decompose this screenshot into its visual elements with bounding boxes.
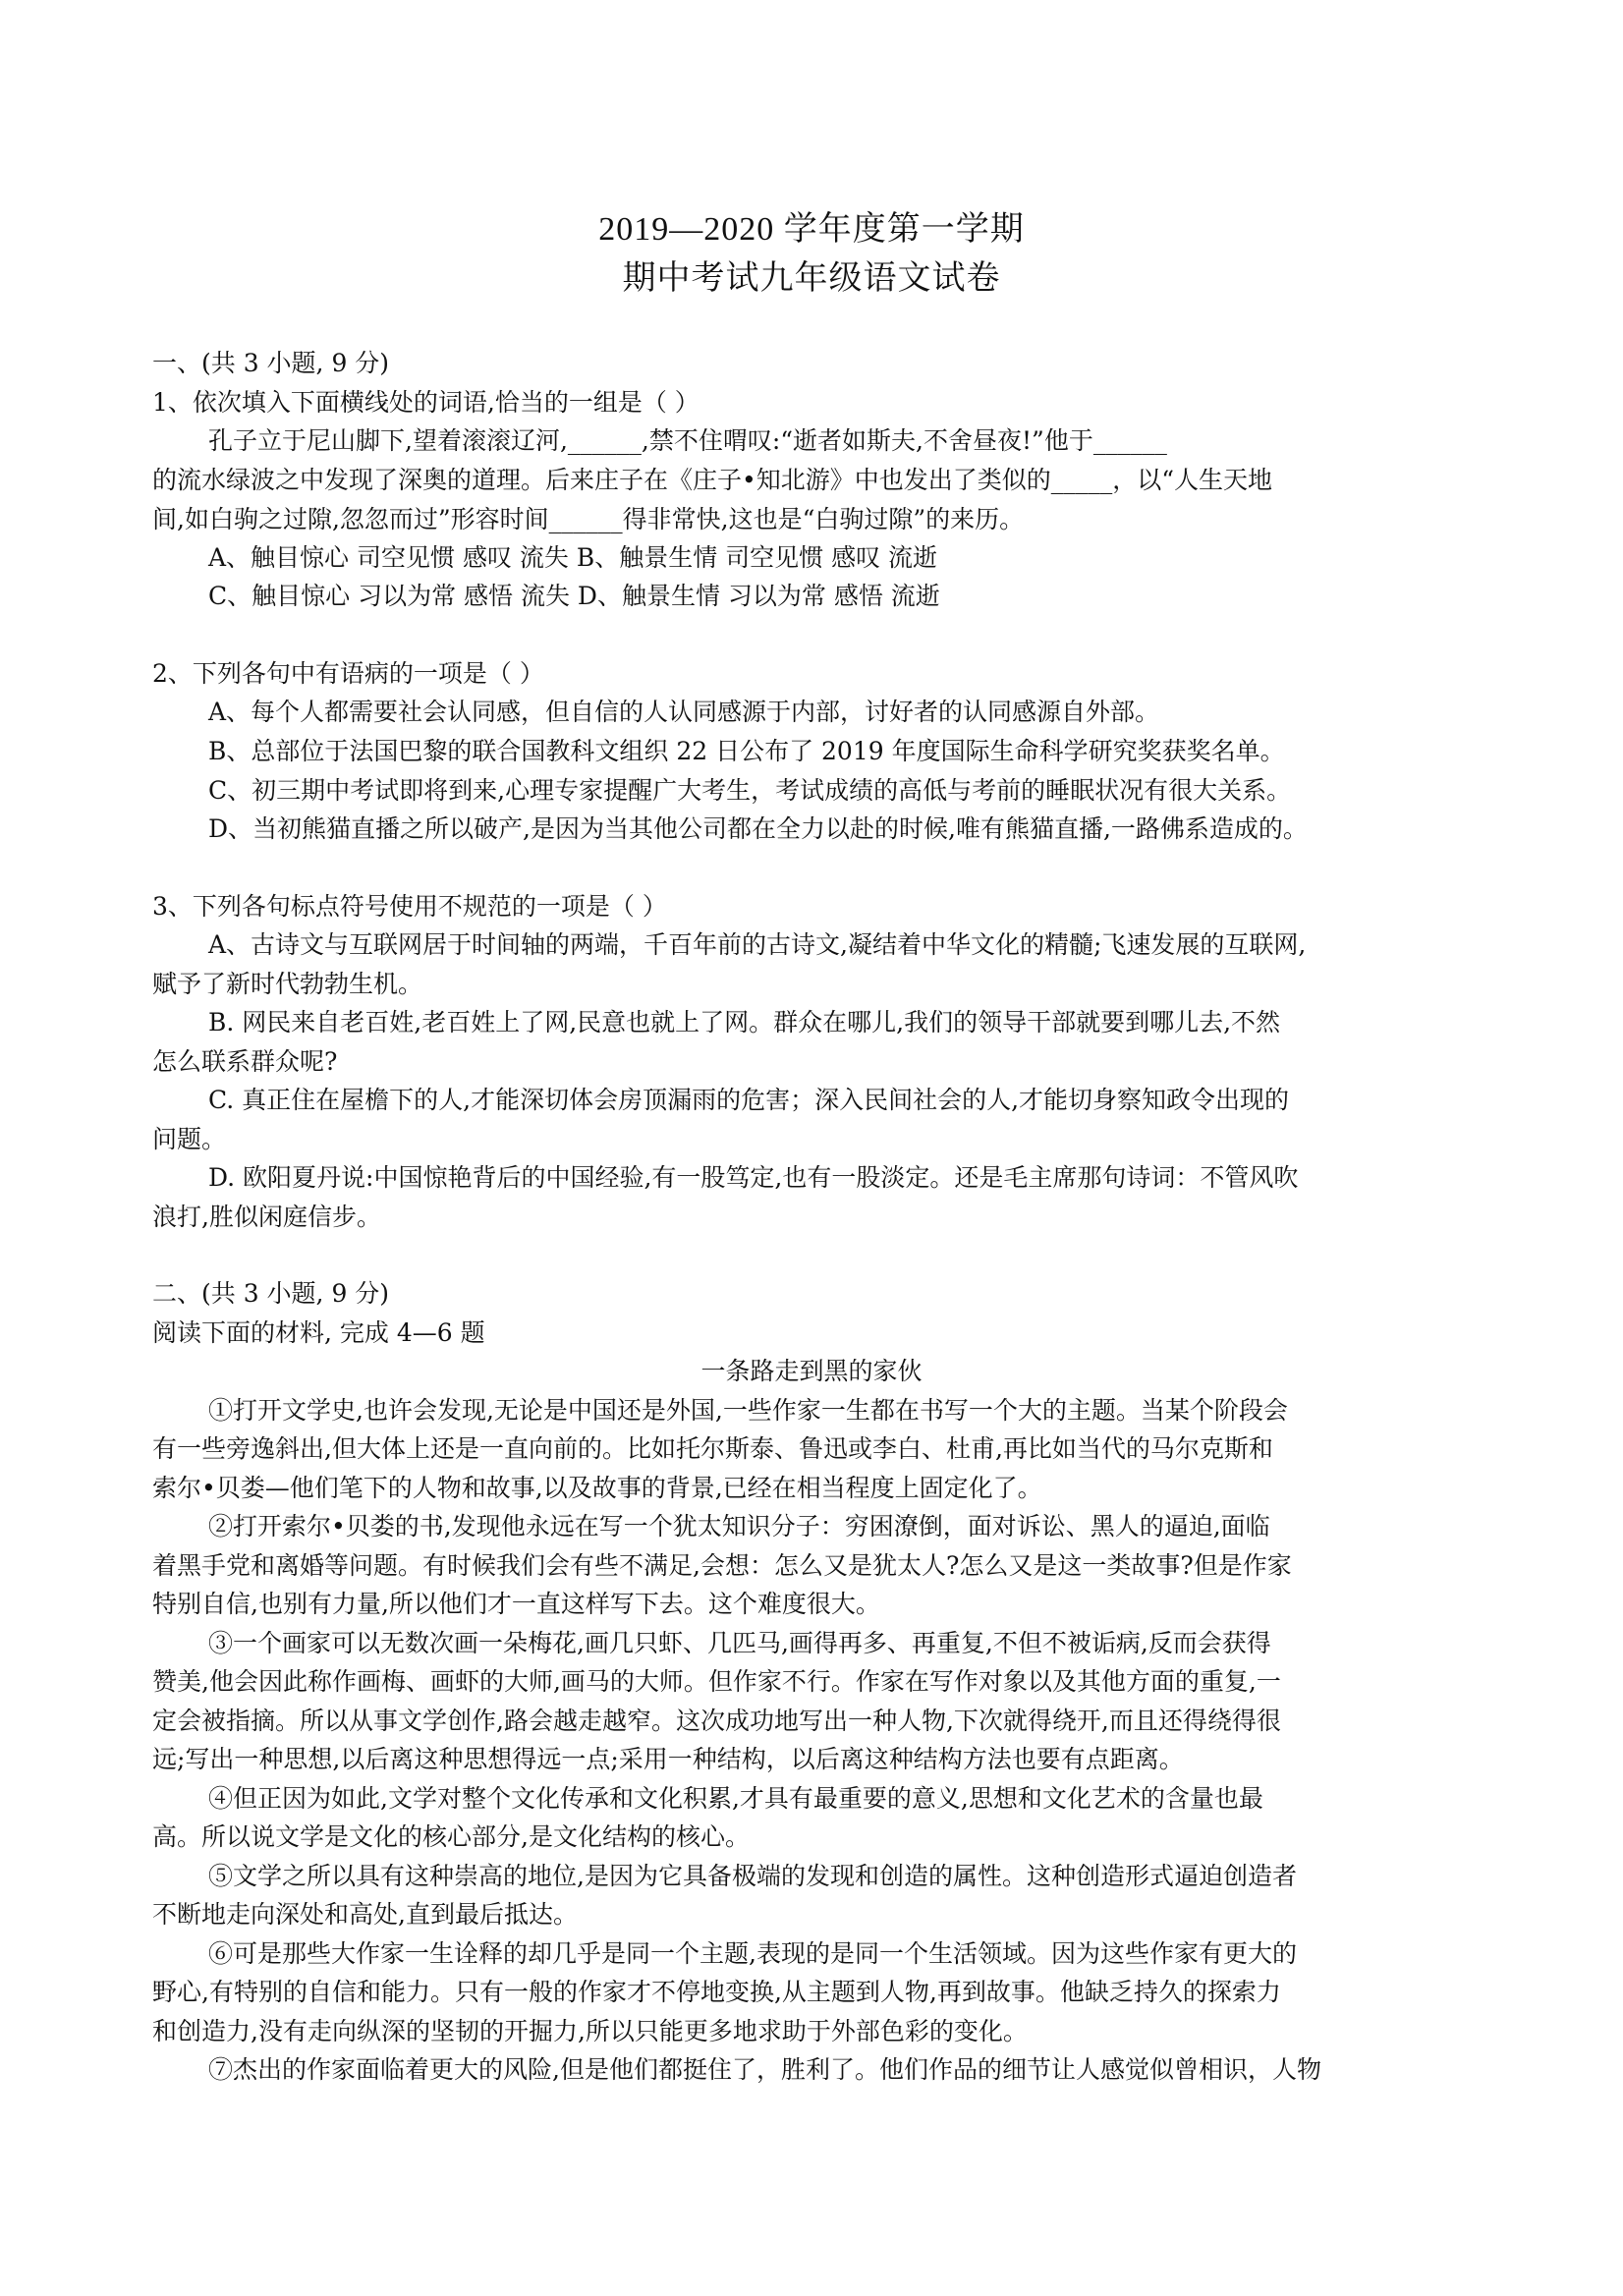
- article-paragraph-line: 定会被指摘。所以从事文学创作,路会越走越窄。这次成功地写出一种人物,下次就得绕开,而且还得绕得很: [152, 1707, 1281, 1735]
- question3-option-b-cont: 怎么联系群众呢?: [152, 1047, 338, 1076]
- article-paragraph-line: ②打开索尔•贝娄的书,发现他永远在写一个犹太知识分子：穷困潦倒，面对诉讼、黑人的逼迫,面临: [208, 1512, 1270, 1540]
- question3-option-d: D. 欧阳夏丹说:中国惊艳背后的中国经验,有一股笃定,也有一股淡定。还是毛主席那句诗词：不管风吹: [208, 1163, 1299, 1192]
- article-paragraph-line: 有一些旁逸斜出,但大体上还是一直向前的。比如托尔斯泰、鲁迅或李白、杜甫,再比如当代的马尔克斯和: [152, 1434, 1273, 1463]
- question2-option-c: C、初三期中考试即将到来,心理专家提醒广大考生，考试成绩的高低与考前的睡眠状况有很大关系。: [208, 776, 1292, 805]
- question1-option-line: A、触目惊心 司空见惯 感叹 流失 B、触景生情 司空见惯 感叹 流逝: [208, 543, 938, 572]
- article-title: 一条路走到黑的家伙: [700, 1357, 923, 1385]
- article-paragraph-line: ③一个画家可以无数次画一朵梅花,画几只虾、几匹马,画得再多、再重复,不但不被诟病,反而会获得: [208, 1629, 1271, 1657]
- question3-option-c: C. 真正住在屋檐下的人,才能深切体会房顶漏雨的危害；深入民间社会的人,才能切身察知政令出现的: [208, 1086, 1290, 1114]
- question1-option-line: C、触目惊心 习以为常 感悟 流失 D、触景生情 习以为常 感悟 流逝: [208, 582, 940, 610]
- question1-passage-line: 间,如白驹之过隙,忽忽而过”形容时间______得非常快,这也是“白驹过隙”的来历。: [152, 505, 1025, 533]
- article-paragraph-line: 赞美,他会因此称作画梅、画虾的大师,画马的大师。但作家不行。作家在写作对象以及其他方面的重复,一: [152, 1667, 1281, 1696]
- article-paragraph-line: 高。所以说文学是文化的核心部分,是文化结构的核心。: [152, 1822, 750, 1851]
- article-paragraph-line: 远;写出一种思想,以后离这种思想得远一点;采用一种结构，以后离这种结构方法也要有点距离。: [152, 1745, 1184, 1773]
- article-paragraph-line: 特别自信,也别有力量,所以他们才一直这样写下去。这个难度很大。: [152, 1590, 880, 1618]
- question1-passage-line: 孔子立于尼山脚下,望着滚滚辽河,______,禁不住喟叹:“逝者如斯夫,不舍昼夜!”他于______: [208, 426, 1167, 455]
- question3-option-d-cont: 浪打,胜似闲庭信步。: [152, 1203, 381, 1231]
- article-paragraph-line: 索尔•贝娄—他们笔下的人物和故事,以及故事的背景,已经在相当程度上固定化了。: [152, 1474, 1042, 1502]
- question3-option-c-cont: 问题。: [152, 1125, 227, 1153]
- question1-stem: 1、依次填入下面横线处的词语,恰当的一组是（ ）: [152, 388, 700, 417]
- exam-title-line2: 期中考试九年级语文试卷: [622, 260, 1001, 297]
- article-paragraph-line: ⑥可是那些大作家一生诠释的却几乎是同一个主题,表现的是同一个生活领域。因为这些作家有更大的: [208, 1939, 1297, 1968]
- question1-passage-line: 的流水绿波之中发现了深奥的道理。后来庄子在《庄子•知北游》中也发出了类似的_____，以“人生天地: [152, 466, 1273, 494]
- article-paragraph-line: 和创造力,没有走向纵深的坚韧的开掘力,所以只能更多地求助于外部色彩的变化。: [152, 2017, 1028, 2045]
- article-paragraph-line: ④但正因为如此,文学对整个文化传承和文化积累,才具有最重要的意义,思想和文化艺术的含量也最: [208, 1784, 1263, 1813]
- section1-header: 一、(共 3 小题, 9 分): [152, 349, 390, 377]
- question3-option-a: A、古诗文与互联网居于时间轴的两端，千百年前的古诗文,凝结着中华文化的精髓;飞速发展的互联网,: [208, 930, 1307, 959]
- question2-option-b: B、总部位于法国巴黎的联合国教科文组织 22 日公布了 2019 年度国际生命科学研究奖获奖名单。: [208, 737, 1285, 765]
- section2-header: 二、(共 3 小题, 9 分): [152, 1279, 390, 1308]
- question2-stem: 2、下列各句中有语病的一项是（ ）: [152, 659, 544, 688]
- section2-intro: 阅读下面的材料, 完成 4—6 题: [152, 1318, 485, 1347]
- question2-option-d: D、当初熊猫直播之所以破产,是因为当其他公司都在全力以赴的时候,唯有熊猫直播,一路佛系造成的。: [208, 814, 1308, 843]
- question2-option-a: A、每个人都需要社会认同感，但自信的人认同感源于内部，讨好者的认同感源自外部。: [208, 698, 1160, 726]
- article-paragraph-line: ⑤文学之所以具有这种崇高的地位,是因为它具备极端的发现和创造的属性。这种创造形式逼迫创造者: [208, 1862, 1297, 1890]
- article-paragraph-line: 野心,有特别的自信和能力。只有一般的作家才不停地变换,从主题到人物,再到故事。他缺乏持久的探索力: [152, 1978, 1281, 2006]
- exam-title-line1: 2019—2020 学年度第一学期: [598, 211, 1025, 248]
- article-paragraph-line: ①打开文学史,也许会发现,无论是中国还是外国,一些作家一生都在书写一个大的主题。当某个阶段会: [208, 1396, 1288, 1425]
- article-paragraph-line: 着黑手党和离婚等问题。有时候我们会有些不满足,会想：怎么又是犹太人?怎么又是这一类故事?但是作家: [152, 1551, 1292, 1580]
- question3-stem: 3、下列各句标点符号使用不规范的一项是（ ）: [152, 892, 667, 921]
- article-paragraph-line: ⑦杰出的作家面临着更大的风险,但是他们都挺住了，胜利了。他们作品的细节让人感觉似曾相识，人物: [208, 2055, 1321, 2084]
- question3-option-a-cont: 赋予了新时代勃勃生机。: [152, 970, 423, 998]
- article-paragraph-line: 不断地走向深处和高处,直到最后抵达。: [152, 1900, 578, 1929]
- question3-option-b: B. 网民来自老百姓,老百姓上了网,民意也就上了网。群众在哪儿,我们的领导干部就要到哪儿去,不然: [208, 1008, 1281, 1036]
